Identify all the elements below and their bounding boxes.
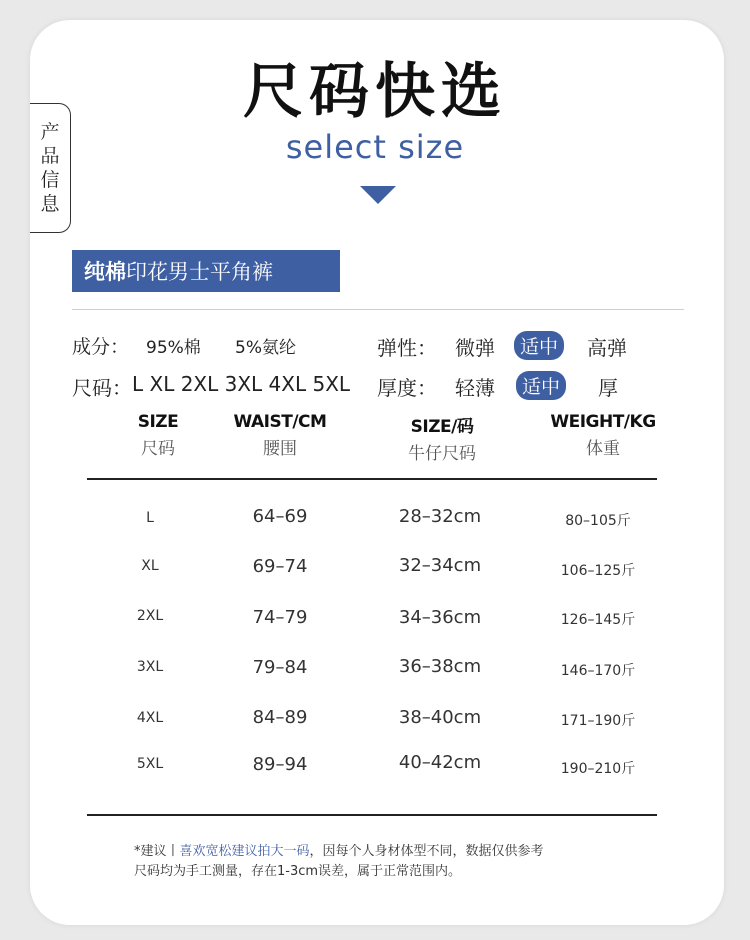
cell-waist: 64–69 — [252, 506, 308, 527]
note-prefix: *建议丨 — [134, 844, 180, 859]
cell-size: 3XL — [136, 659, 164, 675]
table-bottom-rule — [87, 814, 657, 816]
size-note — [134, 842, 544, 882]
cell-jean-size: 34–36cm — [398, 607, 482, 628]
cell-size: XL — [141, 558, 159, 574]
header-en: SIZE — [137, 412, 179, 432]
note-line-1 — [134, 842, 544, 862]
sizes-label: 尺码： — [72, 376, 132, 400]
cell-weight: 171–190斤 — [560, 713, 636, 729]
selected-badge: 适中 — [516, 371, 566, 400]
sizes-value: L XL 2XL 3XL 4XL 5XL — [132, 372, 351, 396]
header-waist — [200, 412, 360, 459]
header-cn: 尺码 — [141, 439, 175, 459]
cell-waist: 69–74 — [252, 556, 308, 577]
composition-cotton: 95%棉 — [146, 338, 201, 358]
selected-badge: 适中 — [514, 331, 564, 360]
thickness-selected — [516, 371, 566, 400]
product-name: 印花男士平角裤 — [126, 260, 273, 284]
header-jean-size — [362, 412, 522, 464]
header-cn: 腰围 — [263, 439, 297, 459]
side-tab-char: 产 — [40, 121, 60, 143]
cell-size: 4XL — [136, 710, 164, 726]
cell-size: 5XL — [136, 756, 164, 772]
composition-spandex: 5%氨纶 — [235, 338, 296, 358]
product-name-banner — [72, 250, 340, 292]
side-tab-char: 息 — [40, 193, 60, 215]
cell-size: 2XL — [136, 608, 164, 624]
header-en: WEIGHT/KG — [550, 412, 656, 432]
cell-waist: 74–79 — [252, 607, 308, 628]
cell-size: L — [146, 510, 154, 526]
page-subtitle: select size — [285, 128, 465, 166]
cell-waist: 89–94 — [252, 754, 308, 775]
elasticity-option: 微弹 — [455, 336, 495, 360]
thickness-option: 轻薄 — [455, 376, 495, 400]
cell-weight: 106–125斤 — [560, 563, 636, 579]
cell-waist: 84–89 — [252, 707, 308, 728]
elasticity-label: 弹性： — [377, 336, 437, 360]
table-top-rule — [87, 478, 657, 480]
divider — [72, 309, 684, 310]
side-tab-char: 品 — [40, 145, 60, 167]
cell-weight: 80–105斤 — [565, 513, 631, 529]
cell-weight: 126–145斤 — [560, 612, 636, 628]
note-line-2: 尺码均为手工测量，存在1-3cm误差，属于正常范围内。 — [134, 864, 462, 879]
cell-jean-size: 40–42cm — [398, 752, 482, 773]
side-tab-char: 信 — [40, 169, 60, 191]
header-weight — [523, 412, 683, 459]
header-en: SIZE/码 — [410, 417, 474, 437]
cell-jean-size: 38–40cm — [398, 707, 482, 728]
note-highlight: 喜欢宽松建议拍大一码 — [179, 844, 310, 859]
cell-weight: 190–210斤 — [560, 761, 636, 777]
cell-jean-size: 32–34cm — [398, 555, 482, 576]
note-line-1-rest: ，因每个人身材体型不同，数据仅供参考 — [309, 844, 544, 859]
thickness-label: 厚度： — [377, 376, 437, 400]
cell-jean-size: 36–38cm — [398, 656, 482, 677]
cell-weight: 146–170斤 — [560, 663, 636, 679]
header-cn: 体重 — [586, 439, 620, 459]
composition-label: 成分： — [72, 336, 130, 358]
cell-jean-size: 28–32cm — [398, 506, 482, 527]
down-triangle-icon — [360, 186, 396, 204]
product-material: 纯棉 — [84, 260, 126, 284]
thickness-option: 厚 — [598, 376, 618, 400]
header-en: WAIST/CM — [233, 412, 327, 432]
elasticity-selected — [514, 331, 564, 360]
header-cn: 牛仔尺码 — [408, 444, 476, 464]
page-title: 尺码快选 — [243, 57, 507, 127]
elasticity-option: 高弹 — [587, 336, 627, 360]
cell-waist: 79–84 — [252, 657, 308, 678]
